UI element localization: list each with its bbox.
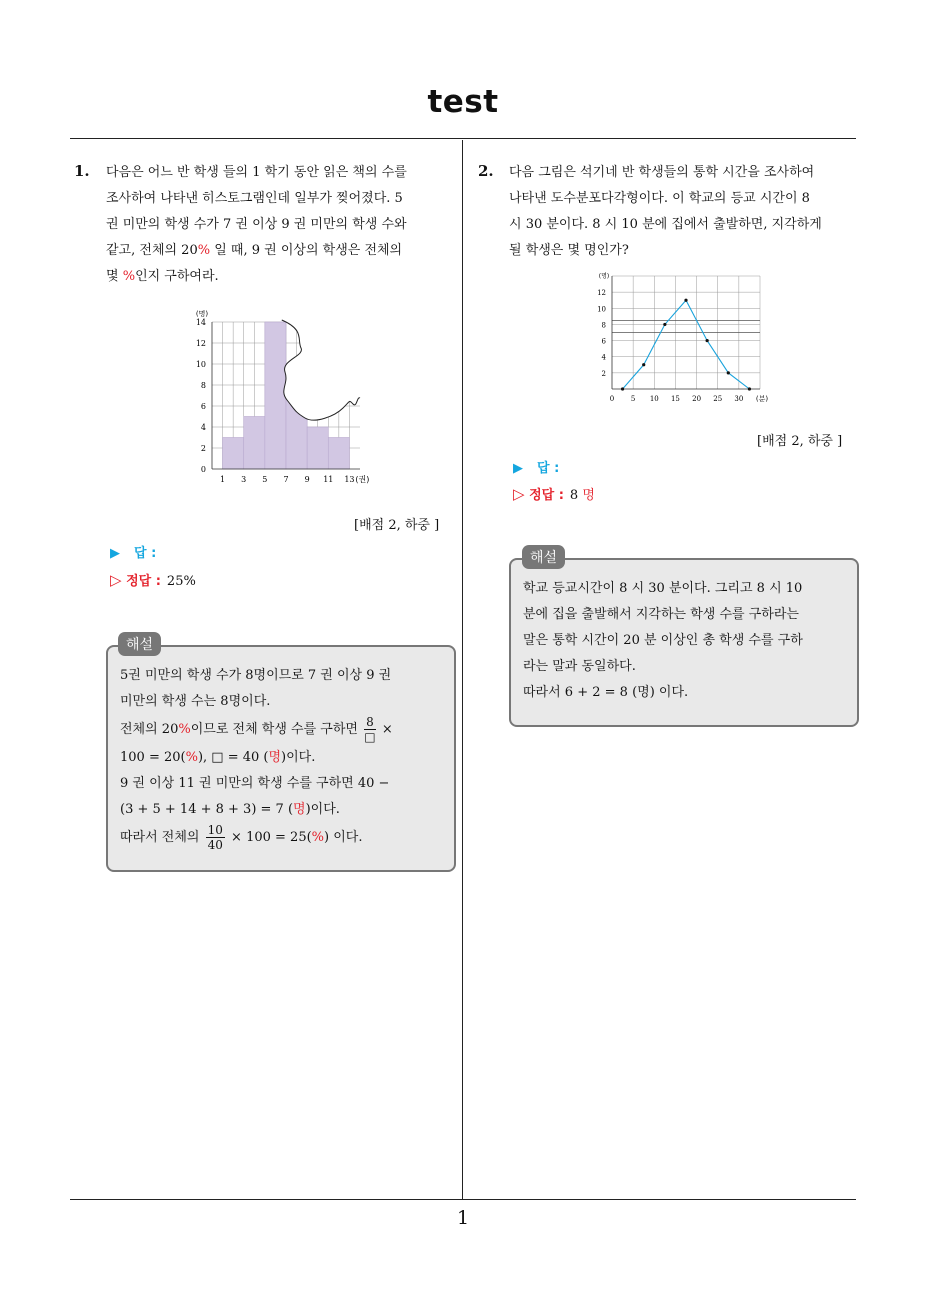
- play-icon: ▶: [110, 546, 120, 561]
- question-1-text: [106, 160, 454, 290]
- y-axis-unit: (명): [598, 273, 610, 280]
- histogram-bar: [307, 427, 328, 469]
- page-number: 1: [456, 1207, 470, 1229]
- q2-explanation-body: 학교 등교시간이 8 시 30 분이다. 그리고 8 시 10 분에 집을 출발해서 지각하는 학생 수를 구하라는 말은 통학 시간이 20 분 이상인 총 학생 수를 구하 라는 말과 동일하다. 따라서 6 + 2 = 8 (명) 이다.: [523, 581, 803, 700]
- question-1-number: 1.: [74, 162, 90, 180]
- x-tick-label: 11: [323, 475, 334, 484]
- y-tick-label: 10: [195, 360, 206, 369]
- y-tick-label: 8: [601, 321, 606, 330]
- q1-line-1: 다음은 어느 반 학생 들의 1 학기 동안 읽은 책의 수를: [106, 165, 407, 180]
- data-point: [748, 387, 751, 390]
- q1-explanation-body: 5권 미만의 학생 수가 8명이므로 7 권 이상 9 권 미만의 학생 수는 8명이다. 전체의 20%이므로 전체 학생 수를 구하면 $\frac{8}{□}$ × 100 = 20(%), □ = 40 (명)이다. 9 권 이상 11 권 미만의 학생 수를 구하면 40 − (3 + 5 + 14 + 8 + 3) = 7 (명)이다. 따라서 전체의 $\frac{10}{40}$ × 100 = 25(%) 이다.: [120, 668, 393, 852]
- histogram-bar: [244, 417, 265, 470]
- triangle-outline-icon: ▷: [513, 485, 525, 503]
- y-tick-label: 4: [200, 423, 206, 432]
- question-2-points: [배점 2, 하중 ]: [757, 434, 843, 449]
- triangle-outline-icon: ▷: [110, 571, 122, 589]
- q1-line-2: 조사하여 나타낸 히스토그램인데 일부가 찢어졌다. 5: [106, 191, 403, 206]
- x-tick-label: 13: [344, 475, 355, 484]
- data-point: [727, 371, 730, 374]
- x-tick-label: 7: [283, 475, 289, 484]
- y-tick-label: 10: [597, 305, 606, 314]
- question-1-correct-row: ▷ 정답 : 25%: [110, 571, 196, 589]
- question-1-points: [배점 2, 하중 ]: [354, 518, 440, 533]
- data-point: [706, 339, 709, 342]
- histogram-bar: [265, 322, 286, 469]
- x-tick-label: 30: [734, 395, 744, 403]
- histogram-bar: [223, 438, 244, 470]
- x-tick-label: 0: [609, 395, 615, 403]
- q1-line-4: 같고, 전체의 20% 일 때, 9 권 이상의 학생은 전체의: [106, 243, 403, 258]
- x-tick-label: 5: [630, 395, 636, 403]
- fraction: $\frac{8}{□}$: [364, 715, 376, 744]
- data-point: [684, 299, 687, 302]
- q1-line-5: 몇 %인지 구하여라.: [106, 269, 219, 284]
- footer-rule: [70, 1199, 856, 1200]
- question-2-number: 2.: [478, 162, 494, 180]
- data-point: [642, 363, 645, 366]
- x-tick-label: 20: [692, 395, 702, 403]
- histogram-chart: [185, 300, 385, 490]
- x-tick-label: 25: [713, 395, 723, 403]
- q1-line-3: 권 미만의 학생 수가 7 권 이상 9 권 미만의 학생 수와: [106, 217, 407, 232]
- series-line: [623, 300, 750, 389]
- x-tick-label: 9: [304, 475, 310, 484]
- data-point: [663, 323, 666, 326]
- x-tick-label: 5: [262, 475, 268, 484]
- column-divider: [462, 140, 463, 1200]
- y-tick-label: 2: [601, 369, 606, 378]
- y-axis-unit: (명): [195, 310, 209, 318]
- q2-explanation-tag: 해설: [522, 545, 565, 569]
- q1-correct-value: 25%: [166, 574, 196, 589]
- question-1-answer-row: ▶ 답 :: [110, 546, 157, 561]
- y-tick-label: 6: [601, 337, 606, 346]
- q2-correct-value: 8 명: [569, 488, 595, 503]
- y-tick-label: 4: [601, 353, 606, 362]
- y-tick-label: 12: [597, 289, 606, 298]
- x-tick-label: 3: [241, 475, 247, 484]
- play-icon: ▶: [513, 461, 523, 476]
- y-tick-label: 2: [200, 444, 206, 453]
- y-tick-label: 8: [200, 381, 206, 390]
- question-1-explanation-box: [106, 645, 456, 872]
- x-axis-unit: (분): [755, 395, 769, 403]
- data-point: [621, 387, 624, 390]
- q1-explanation-tag: 해설: [118, 632, 161, 656]
- x-tick-label: 10: [649, 395, 659, 403]
- question-2-answer-row: ▶ 답 :: [513, 461, 560, 476]
- question-2-explanation-box: [509, 558, 859, 727]
- x-axis-unit: (권): [355, 475, 370, 484]
- question-2-text: 다음 그림은 석기네 반 학생들의 통학 시간을 조사하여 나타낸 도수분포다각형이다. 이 학교의 등교 시간이 8 시 30 분이다. 8 시 10 분에 집에서 출발하면, 지각하게 될 학생은 몇 명인가?: [509, 165, 822, 258]
- y-tick-label: 14: [195, 318, 206, 327]
- y-tick-label: 6: [200, 402, 206, 411]
- page-title: test: [427, 84, 499, 120]
- header-rule: [70, 138, 856, 139]
- frequency-polygon-chart: [590, 268, 780, 408]
- question-2-correct-row: ▷ 정답 : 8 명: [513, 485, 595, 503]
- x-tick-label: 1: [220, 475, 226, 484]
- y-tick-label: 12: [195, 339, 206, 348]
- fraction: $\frac{10}{40}$: [207, 823, 223, 852]
- histogram-bar: [328, 438, 349, 470]
- x-tick-label: 15: [670, 395, 680, 403]
- y-tick-label: 0: [200, 465, 206, 474]
